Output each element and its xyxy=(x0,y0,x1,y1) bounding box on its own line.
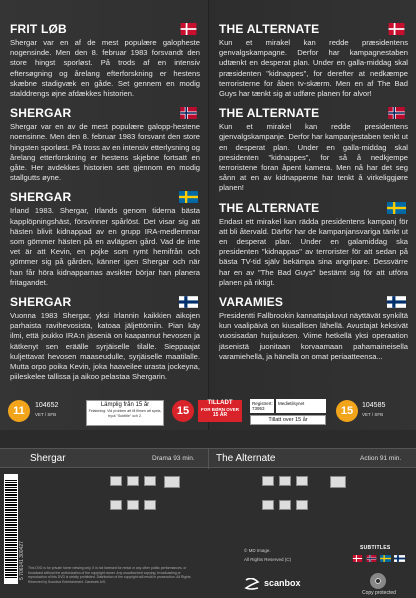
desc-block-fi-right xyxy=(219,295,408,362)
legal-fineprint: This DVD is for private home viewing only. It is not licensed for rental or any other public performances, or broadcast without the authorization of the copyright owner. Any unauthorized copying, broadcasting or reproduction of this DVD is strictly prohibited. Distribution of the copyright will result in prosecution. All Rights Reserved by Scanbox Entertainment. Danmark A/S. xyxy=(28,566,191,584)
desc-block-fi-left xyxy=(10,295,200,382)
tech-box-left-1 xyxy=(110,476,122,486)
block-text: Shergar var en av de mest populære galopp-hestene noensinne. Men den 8. februar 1983 forsvant den store hingsten sporløst. På tross av en intensiv etterlysning og årelang etterforskning er hestens skjebne fortsatt en gåte. Her avdekkes historien sett gjennom en modig stallgutts øyne. xyxy=(10,122,200,183)
block-title: SHERGAR xyxy=(10,106,72,121)
tech-box-right-5 xyxy=(279,500,291,510)
left-description-column xyxy=(0,0,208,430)
block-title: SHERGAR xyxy=(10,295,72,310)
danish-rating-box xyxy=(198,400,242,422)
disc-icon xyxy=(370,573,386,589)
desc-block-dk-right xyxy=(219,22,408,99)
age-rating-badge: 15 xyxy=(336,400,358,422)
tech-box-right-6 xyxy=(296,500,308,510)
rating-sub: VET / SFB xyxy=(35,412,57,417)
registration-org-box xyxy=(276,399,326,413)
block-title: VARAMIES xyxy=(219,295,284,310)
desc-block-no-right xyxy=(219,106,408,193)
barcode-bars xyxy=(5,480,17,578)
block-text: Irland 1983. Shergar, Irlands genom tiderna bästa kapplöpningshäst, försvinner spårlöst. Det visar sig att hästen blivit kidnappad av en grupp IRA-medlemmar som gömmer hästen på en avlägsen gård. Vad de inte vet är att Kevin, en pojke som rymt hemifrån och gömmer sig på gården, känner igen Shergar och när han får höra kidnapparnas avsikter börjar han planera fritagandet. xyxy=(10,206,200,287)
sweden-flag-icon xyxy=(387,202,406,214)
scanbox-brand: scanbox xyxy=(264,578,301,588)
rating-sub: VET / SFB xyxy=(362,412,384,417)
scanbox-logo-icon xyxy=(244,578,260,590)
norway-flag-icon xyxy=(179,107,198,119)
sweden-flag-icon xyxy=(179,191,198,203)
finland-flag-icon xyxy=(394,555,405,562)
dvd-logo-left xyxy=(164,476,180,488)
right-movie-title: The Alternate xyxy=(216,453,276,464)
norway-flag-icon xyxy=(366,555,377,562)
subtitles-label: SUBTITLES xyxy=(360,545,391,551)
block-title: THE ALTERNATE xyxy=(219,22,320,36)
block-text: Shergar var en af de mest populære galopheste nogensinde. Men den 8. februar 1983 forsvandt den store hingst sporløst. På trods af en intensiv eftersøgning og årelang efterforskning er hestens skæbne stadigvæk en gåde. Set gennem en modig stalddrengs øjne afdækkes historien. xyxy=(10,38,200,99)
finland-flag-icon xyxy=(387,296,406,308)
danish-rating-line3: 15 ÅR xyxy=(212,412,228,418)
block-text: Kun et mirakel kan redde præsidentens genvalgskampagne. Derfor har kampagnestaben udtænkt en desperat plan. Under en galla-middag skal præsidenten "kidnappes", for derefter at nedkæmpe terroristerne for åben tv-skærm. Men en af The Bad Guys har tænkt sig at udføre planen for alvor! xyxy=(219,38,408,99)
age-rating-badge: 11 xyxy=(8,400,30,422)
tech-box-left-5 xyxy=(127,500,139,510)
danish-rating-line1: TILLADT xyxy=(207,400,233,406)
tech-box-right-4 xyxy=(262,500,274,510)
block-title: FRIT LØB xyxy=(10,22,67,36)
block-text: Kun et mirakel kan redde presidentens gjenvalgskampanje. Derfor har kampanjestaben tenkt ut en desperat plan. Under en galla-middag skal presidenten "kidnappes", for så å nedkjempe terroristene foran åpent kamera. Men nå har det seg sånn at en av kidnapperne har tenkt å virkeliggjøre planen! xyxy=(219,122,408,193)
tech-box-right-3 xyxy=(296,476,308,486)
desc-block-se-left xyxy=(10,190,200,288)
left-movie-info: Drama 93 min. xyxy=(152,455,195,462)
tech-box-right-2 xyxy=(279,476,291,486)
barcode xyxy=(4,474,18,584)
tech-box-left-2 xyxy=(127,476,139,486)
desc-block-no-left xyxy=(10,106,200,183)
rating-code: 104585 xyxy=(362,402,386,409)
sweden-flag-icon xyxy=(380,555,391,562)
registration-label-box xyxy=(250,399,274,413)
registration-number: 73953 xyxy=(252,406,265,411)
tech-box-right-1 xyxy=(262,476,274,486)
copy-protected-label: Copy protected xyxy=(362,590,396,596)
norwegian-rating-box xyxy=(250,415,326,425)
dvd-logo-right xyxy=(330,476,346,488)
tech-box-left-6 xyxy=(144,500,156,510)
danish-rating-line2: FOR BØRN OVER xyxy=(200,407,239,412)
tech-box-left-3 xyxy=(144,476,156,486)
age-rating-badge: 15 xyxy=(172,400,194,422)
right-description-column xyxy=(208,0,416,430)
tech-box-left-4 xyxy=(110,500,122,510)
denmark-flag-icon xyxy=(352,555,363,562)
block-title: SHERGAR xyxy=(10,190,72,205)
denmark-flag-icon xyxy=(179,23,198,35)
norway-flag-icon xyxy=(387,107,406,119)
right-movie-info: Action 91 min. xyxy=(360,455,402,462)
copyright-line-2: All Rights Reserved (C) xyxy=(244,557,292,562)
registration-label: Registrert: xyxy=(252,401,273,406)
block-text: Endast ett mirakel kan rädda presidentens kampanj för att bli återvald. Därför har de kampanjansvariga tänkt ut en desperat plan. Under en galamiddag ska presidenten "kidnappas" av terrorister för att sedan på bästa TV-tid själv bekämpa sina angripare. Dessvärre har en av "The Bad Guys" bestämt sig för att utföra planen på riktigt. xyxy=(219,216,408,287)
denmark-flag-icon xyxy=(387,23,406,35)
ratings-strip xyxy=(0,398,416,438)
left-movie-title: Shergar xyxy=(30,453,66,464)
desc-block-dk-left xyxy=(10,22,200,99)
age-rating-box-note: Felaktning: Vid problem att få filmen att spela, tryck "Subtitle" och 2. xyxy=(88,409,162,418)
finland-flag-icon xyxy=(179,296,198,308)
copyright-line-1: © MD Image. xyxy=(244,548,271,553)
rating-code: 104652 xyxy=(35,402,59,409)
block-title: THE ALTERNATE xyxy=(219,200,320,215)
block-text: Vuonna 1983 Shergar, yksi Irlannin kaikkien aikojen parhaista ravihevosista, katoaa jäljettömiin. Pian käy ilmi, että joukko IRA:n jäseniä on kaapannut hevosen ja kätkenyt sen eräälle syrjäiselle tilalle. Sieppaajat kuljettavat hevosen maaseudulle, syrjäiselle maatilalle. Mutta orpo poika Kevin, joka haaveilee urasta jockeyna, piileskelee tallissa ja aikoo pelastaa Shergarin. xyxy=(10,311,200,382)
norwegian-rating-title: Tillatt over 15 år xyxy=(268,417,308,423)
barcode-number: 5 706141 300427 xyxy=(19,541,25,580)
registration-org: Medietilsynet xyxy=(278,401,305,406)
block-title: THE ALTERNATE xyxy=(219,106,320,121)
desc-block-se-right xyxy=(219,201,408,288)
age-rating-box-title: Lämplig från 15 år xyxy=(100,402,150,408)
age-rating-box xyxy=(86,400,164,426)
block-text: Presidentti Fallbrookin kannattajaluvut näyttävät synkiltä kun vaalipäivä on kiusallisen lähellä. Avustajat keksivät vuosisadan huijauksen. Viime hetkellä yksi operaation jäsenistä juonitaan korvaamaan pahamaineisella varamiehellä, ja hänellä on omat periaatteensa... xyxy=(219,311,408,361)
